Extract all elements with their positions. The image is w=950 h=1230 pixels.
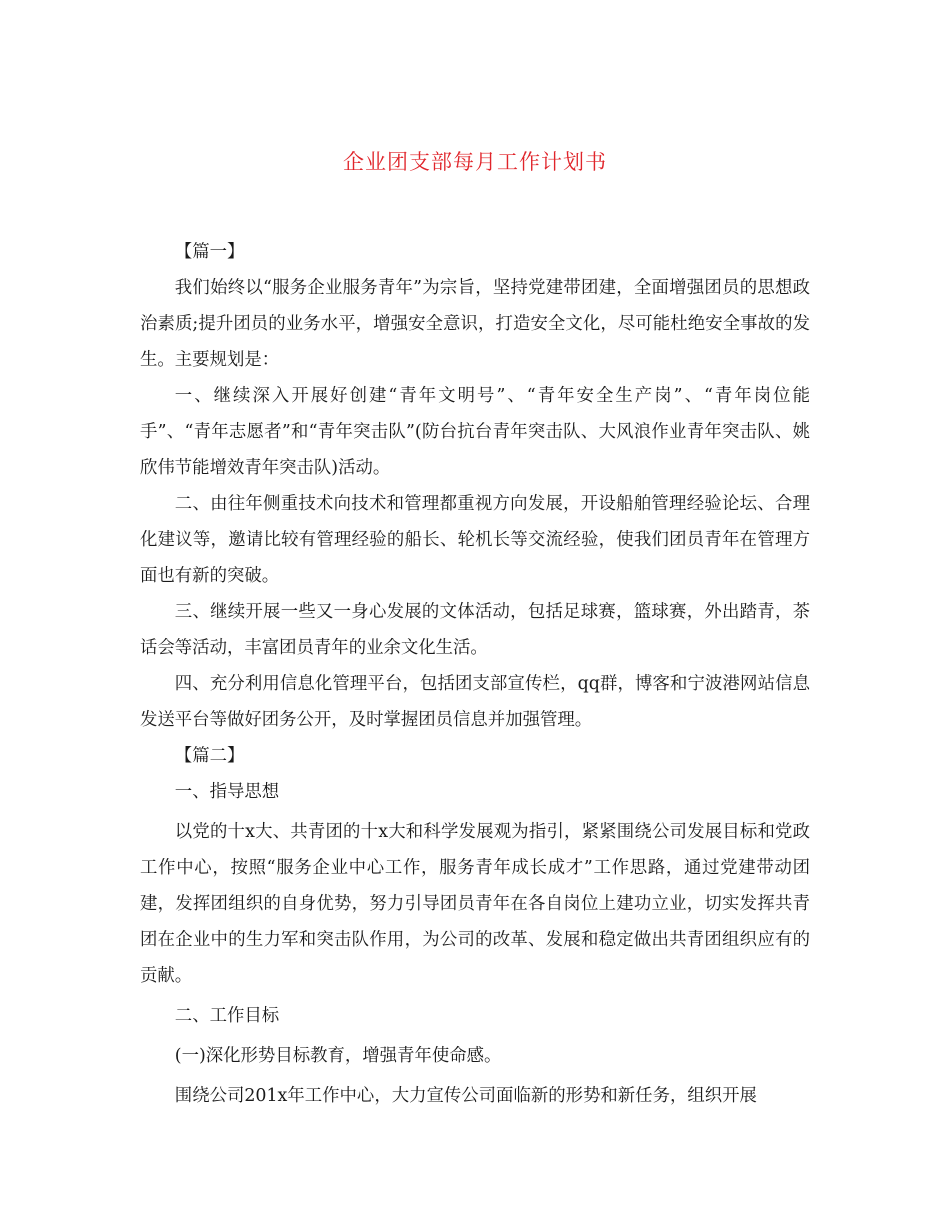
paragraph-plan-4: 四、充分利用信息化管理平台，包括团支部宣传栏，qq群，博客和宁波港网站信息发送平台等做好团务公开，及时掌握团员信息并加强管理。	[140, 674, 810, 730]
paragraph-intro: 我们始终以“服务企业服务青年”为宗旨，坚持党建带团建，全面增强团员的思想政治素质;提升团员的业务水平，增强安全意识，打造安全文化，尽可能杜绝安全事故的发生。主要规划是：	[140, 278, 810, 370]
paragraph-goal-1: 围绕公司201x年工作中心，大力宣传公司面临新的形势和新任务，组织开展	[174, 1086, 757, 1106]
paragraph-plan-3: 三、继续开展一些又一身心发展的文体活动，包括足球赛，篮球赛，外出踏青，茶话会等活动，丰富团员青年的业余文化生活。	[140, 602, 810, 658]
paragraph-guiding-thought: 以党的十x大、共青团的十x大和科学发展观为指引，紧紧围绕公司发展目标和党政工作中心，按照“服务企业中心工作，服务青年成长成才”工作思路，通过党建带动团建，发挥团组织的自身优势，努力引导团员青年在各自岗位上建功立业，切实发挥共青团在企业中的生力军和突击队作用，为公司的改革、发展和稳定做出共青团组织应有的贡献。	[140, 822, 810, 986]
subheading-goal-1: (一)深化形势目标教育，增强青年使命感。	[174, 1046, 502, 1066]
document-title: 企业团支部每月工作计划书	[343, 150, 607, 174]
document-body	[140, 234, 810, 1114]
section-heading-2: 【篇二】	[174, 746, 245, 766]
paragraph-plan-1: 一、继续深入开展好创建“青年文明号”、“青年安全生产岗”、“青年岗位能手”、“青年志愿者”和“青年突击队”(防台抗台青年突击队、大风浪作业青年突击队、姚欣伟节能增效青年突击队)活动。	[140, 386, 810, 478]
subheading-guiding-thought: 一、指导思想	[174, 782, 280, 802]
section-heading-1: 【篇一】	[174, 242, 245, 262]
paragraph-plan-2: 二、由往年侧重技术向技术和管理都重视方向发展，开设船舶管理经验论坛、合理化建议等，邀请比较有管理经验的船长、轮机长等交流经验，使我们团员青年在管理方面也有新的突破。	[140, 494, 810, 586]
subheading-work-goals: 二、工作目标	[174, 1006, 280, 1026]
